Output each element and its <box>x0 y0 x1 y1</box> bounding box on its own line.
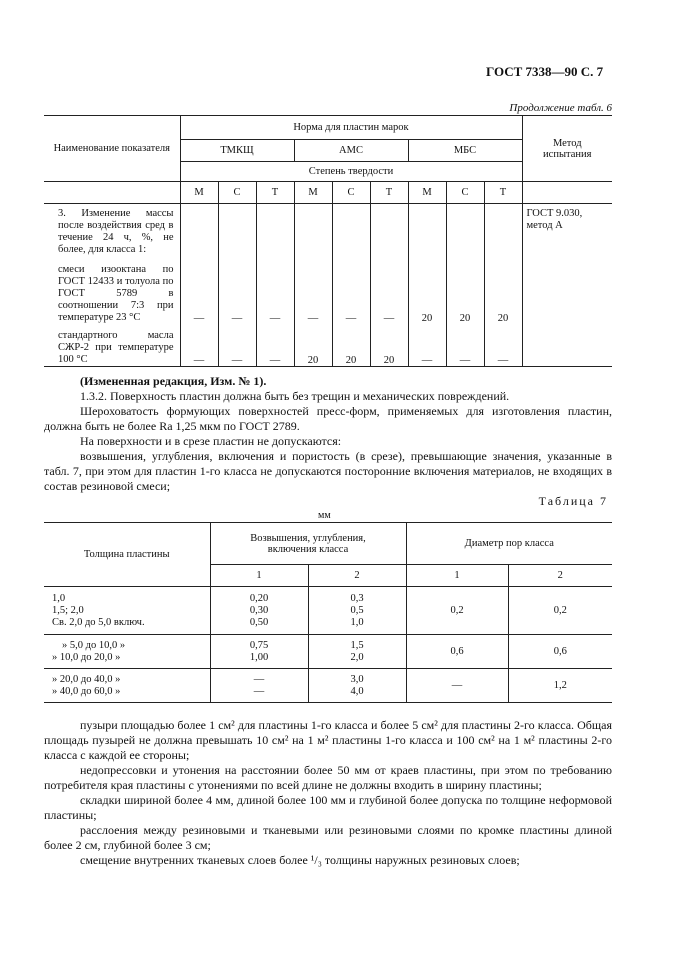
value-cell: 1,5 <box>350 639 364 651</box>
value-cell: 0,2 <box>406 587 508 635</box>
sub-s: С <box>332 182 370 204</box>
class-2: 2 <box>508 565 612 587</box>
value-cell: 1,0 <box>350 616 364 628</box>
row-label: стандартного масла СЖР-2 при температуре 100 °С <box>44 324 180 367</box>
value-cell: 0,20 <box>249 592 269 604</box>
col-header-method: Метод испытания <box>522 116 612 182</box>
value-cell: 2,0 <box>350 651 364 663</box>
value-cell: — <box>180 324 218 367</box>
value-cell: 3,0 <box>350 673 364 685</box>
value-cell: 0,6 <box>508 635 612 669</box>
value-cell: — <box>256 324 294 367</box>
value-cell: 0,75 <box>249 639 269 651</box>
sub-s: С <box>446 182 484 204</box>
table-7-unit: мм <box>318 510 331 521</box>
col-header-defects: Возвышения, углубления, включения класса <box>210 523 406 565</box>
value-cell: 0,6 <box>406 635 508 669</box>
empty-cell <box>44 182 180 204</box>
value-cell: 0,30 <box>249 604 269 616</box>
table-6 <box>44 115 612 367</box>
thickness-label: » 5,0 до 10,0 » <box>62 639 126 651</box>
value-cell: 0,50 <box>249 616 269 628</box>
hardness-header: Степень твердости <box>180 162 522 182</box>
thickness-label: 1,5; 2,0 <box>52 604 84 616</box>
test-method: ГОСТ 9.030, метод А <box>522 204 612 257</box>
sub-m: М <box>180 182 218 204</box>
value-cell: 20 <box>484 256 522 324</box>
sub-t: Т <box>370 182 408 204</box>
class-2: 2 <box>308 565 406 587</box>
class-1: 1 <box>210 565 308 587</box>
table-7 <box>44 522 612 703</box>
value-cell: 4,0 <box>350 685 364 697</box>
paragraph: расслоения между резиновыми и тканевыми или резиновыми слоями по кромке пластины длиной более 2 см, глубиной более 3 см; <box>44 823 612 852</box>
sub-m: М <box>408 182 446 204</box>
brand-tmkshch: ТМКЩ <box>180 140 294 162</box>
table-7-title: Таблица 7 <box>538 494 608 508</box>
value-cell: 20 <box>294 324 332 367</box>
paragraph: Шероховатость формующих поверхностей пресс-форм, применяемых для изготовления пластин, должна быть не более Ra 1,25 мкм по ГОСТ 2789. <box>44 404 612 433</box>
col-header-thickness: Толщина пластины <box>44 523 210 587</box>
value-cell: — <box>180 256 218 324</box>
value-cell: — <box>294 256 332 324</box>
value-cell: 0,3 <box>350 592 364 604</box>
value-cell: 20 <box>332 324 370 367</box>
paragraph: складки шириной более 4 мм, длиной более 100 мм и глубиной более допуска по толщине неформовой пластины; <box>44 793 612 822</box>
paragraph: возвышения, углубления, включения и пористость (в срезе), превышающие значения, указанные в табл. 7, при этом для пластин 1-го класса не допускаются посторонние включения материалов, не входящих в состав резиновой смеси; <box>44 449 612 493</box>
value-cell: — <box>446 324 484 367</box>
paragraph: 1.3.2. Поверхность пластин должна быть без трещин и механических повреждений. <box>80 389 510 403</box>
sub-t: Т <box>256 182 294 204</box>
value-cell: 20 <box>408 256 446 324</box>
sub-m: М <box>294 182 332 204</box>
thickness-label: » 10,0 до 20,0 » <box>52 651 121 663</box>
class-1: 1 <box>406 565 508 587</box>
empty-cell <box>522 182 612 204</box>
value-cell: 20 <box>370 324 408 367</box>
value-cell: — <box>484 324 522 367</box>
sub-t: Т <box>484 182 522 204</box>
thickness-label: » 40,0 до 60,0 » <box>52 685 121 697</box>
thickness-group-2 <box>44 635 210 669</box>
brand-ams: АМС <box>294 140 408 162</box>
col-header-name: Наименование показателя <box>44 116 180 182</box>
value-cell: 0,2 <box>508 587 612 635</box>
thickness-group-1 <box>44 587 210 635</box>
edition-note: (Измененная редакция, Изм. № 1). <box>80 374 267 388</box>
running-head: ГОСТ 7338—90 С. 7 <box>486 64 604 79</box>
value-cell: 0,5 <box>350 604 364 616</box>
paragraph: недопрессовки и утонения на расстоянии более 50 мм от краев пластины, при этом по требованию потребителя края пластины с утонениями по всей длине не должны входить в ширину пластины; <box>44 763 612 792</box>
value-cell: — <box>256 256 294 324</box>
row-title: 3. Изменение массы после воздействия сред в течение 24 ч, %, не более, для класса 1: <box>58 208 174 255</box>
col-header-norm: Норма для пластин марок <box>180 116 522 140</box>
text-block-top <box>44 374 612 494</box>
value-cell: — <box>253 673 265 685</box>
value-cell: — <box>218 256 256 324</box>
value-cell: — <box>218 324 256 367</box>
paragraph: смещение внутренних тканевых слоев более ¹/₃ толщины наружных резиновых слоев; <box>80 853 520 867</box>
row-label: смеси изооктана по ГОСТ 12433 и толуола по ГОСТ 5789 в соотношении 7:3 при температуре 23 °С <box>58 264 174 323</box>
text-block-bottom <box>44 718 612 868</box>
thickness-group-3 <box>44 669 210 703</box>
value-cell: 1,2 <box>508 669 612 703</box>
value-cell: — <box>406 669 508 703</box>
thickness-label: » 20,0 до 40,0 » <box>52 673 121 685</box>
table-continuation-label: Продолжение табл. 6 <box>509 102 612 114</box>
thickness-label: 1,0 <box>52 592 66 604</box>
value-cell: 1,00 <box>249 651 269 663</box>
paragraph: На поверхности и в срезе пластин не допускаются: <box>80 434 342 448</box>
value-cell: — <box>332 256 370 324</box>
col-header-pores: Диаметр пор класса <box>406 523 612 565</box>
value-cell: — <box>370 256 408 324</box>
value-cell: — <box>253 685 265 697</box>
thickness-label: Св. 2,0 до 5,0 включ. <box>52 616 145 628</box>
value-cell: 20 <box>446 256 484 324</box>
value-cell: — <box>408 324 446 367</box>
sub-s: С <box>218 182 256 204</box>
brand-mbs: МБС <box>408 140 522 162</box>
paragraph: пузыри площадью более 1 см² для пластины 1-го класса и более 5 см² для пластины 2-го класса. Общая площадь пузырей не должна превышать 10 см² на 1 м² пластины 1-го класса и 100 см² на 1 м² пластины 2-го класса с каждой ее стороны; <box>44 718 612 762</box>
